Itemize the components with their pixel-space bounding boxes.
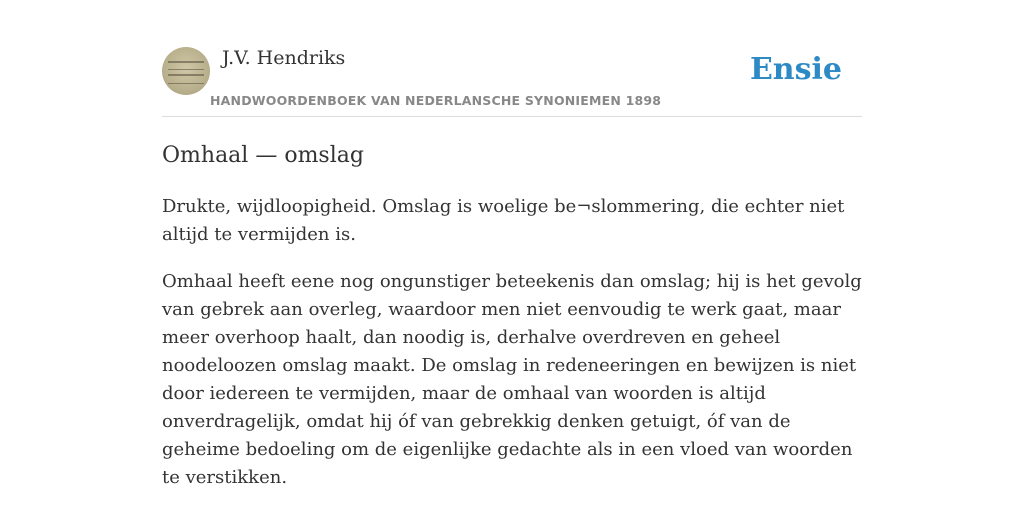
entry-title: Omhaal — omslag (162, 143, 364, 168)
source-title[interactable]: HANDWOORDENBOEK VAN NEDERLANSCHE SYNONIEMEN 1898 (210, 93, 662, 108)
entry-card (162, 46, 862, 492)
author-name[interactable]: J.V. Hendriks (222, 47, 346, 69)
entry-header (162, 46, 862, 117)
brand-logo[interactable]: Ensie (749, 52, 842, 87)
definition-paragraph: Drukte, wijdloopigheid. Omslag is woelige be¬slommering, die echter niet altijd te vermijden is. (162, 196, 845, 245)
definition-paragraph: Omhaal heeft eene nog ongunstiger beteekenis dan omslag; hij is het gevolg van gebrek aan overleg, waardoor men niet eenvoudig te werk gaat, maar meer overhoop haalt, dan noodig is, derhalve overdreven en geheel noodeloozen omslag maakt. De omslag in redeneeringen en bewijzen is niet door iedereen te vermijden, maar de omhaal van woorden is altijd onverdragelijk, omdat hij óf van gebrekkig denken getuigt, óf van de geheime bedoeling om de eigenlijke gedachte als in een vloed van woorden te verstikken. (162, 271, 862, 488)
book-cover-icon[interactable] (162, 47, 210, 95)
